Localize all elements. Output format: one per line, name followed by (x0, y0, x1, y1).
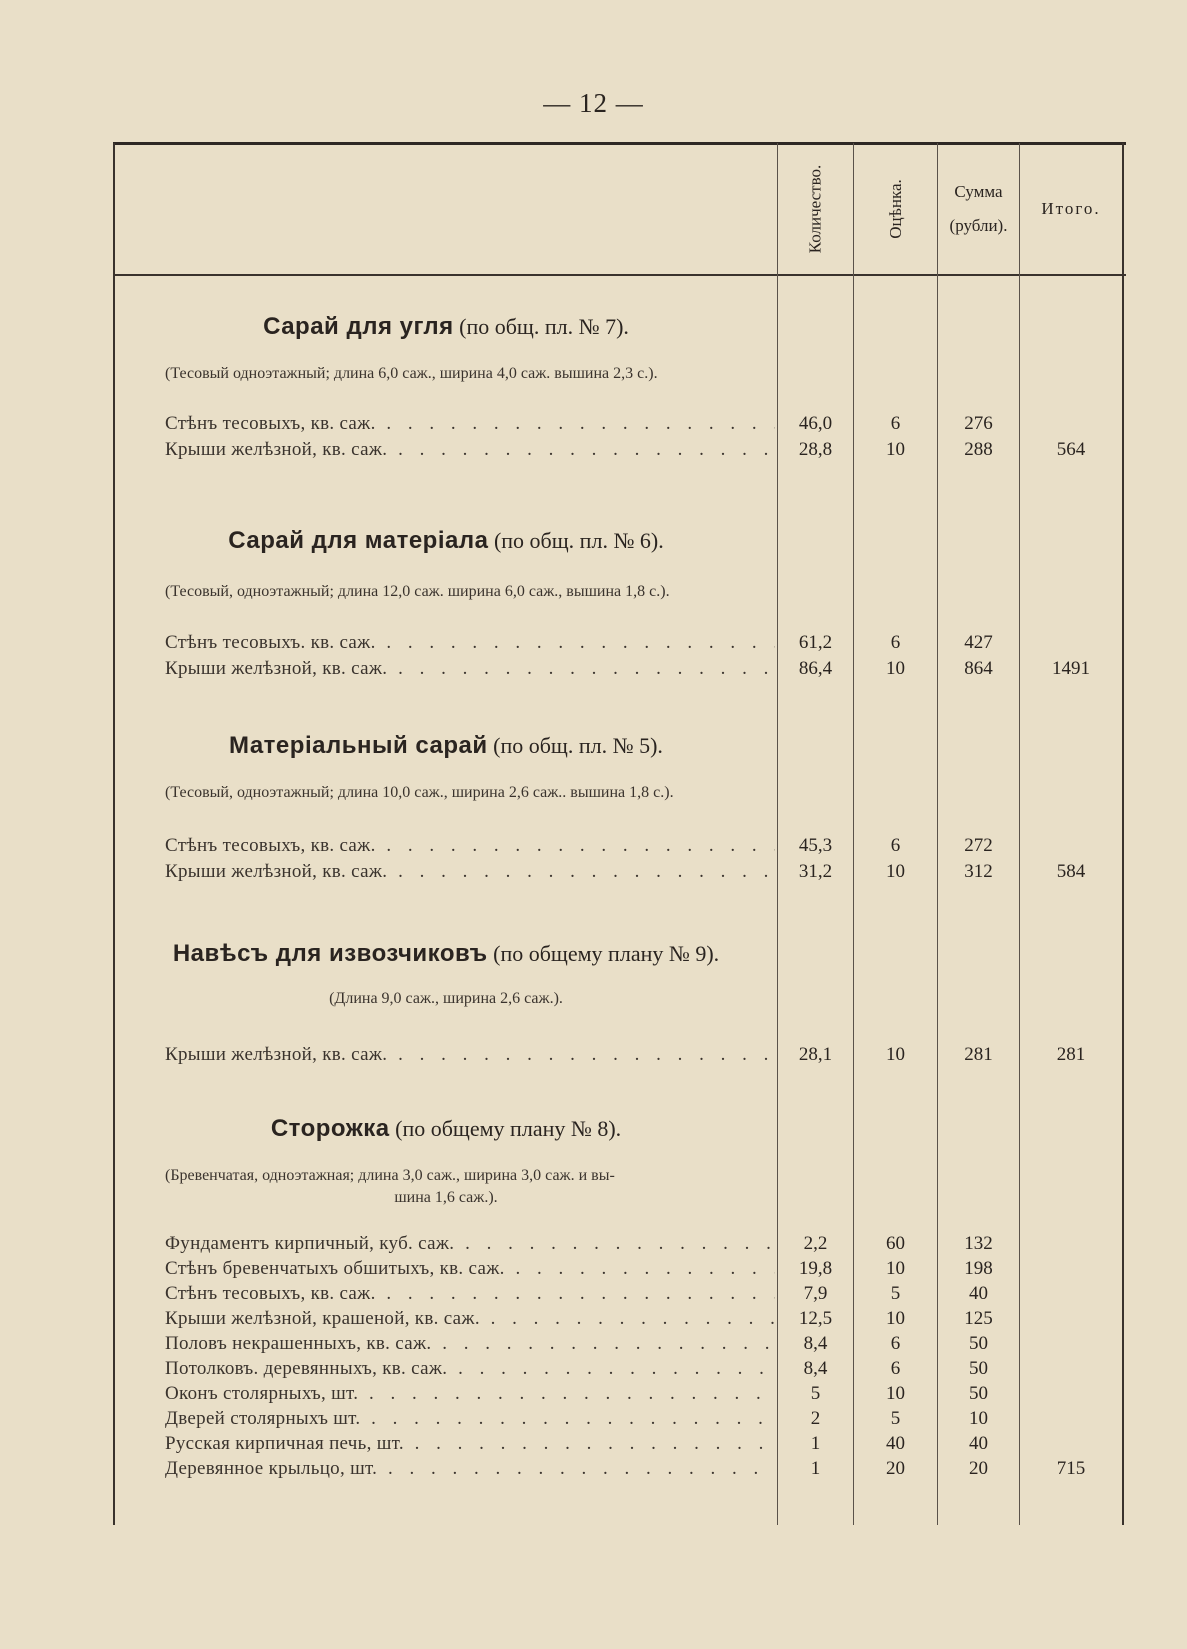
cell-label: Дверей столярныхъ шт. . . . (165, 1408, 775, 1430)
header-sum-line2: (рубли). (949, 216, 1008, 235)
cell-total: 715 (1056, 1458, 1086, 1479)
cell-qty: 7,9 (803, 1283, 828, 1304)
cell-label: Деревянное крыльцо, шт. . . . (165, 1458, 775, 1480)
cell-label: Крыши желѣзной, кв. саж. . . . (165, 861, 775, 883)
cell-sum: 312 (964, 861, 993, 882)
section-note: (Тесовый одноэтажный; длина 6,0 саж., ширина 4,0 саж. вышина 2,3 с.). (165, 365, 658, 382)
cell-rate: 6 (890, 835, 901, 856)
table-row (115, 1044, 1124, 1070)
cell-label: Стѣнъ тесовыхъ, кв. саж. . . . (165, 1283, 775, 1305)
page-number: — 12 — (543, 88, 644, 118)
section-title-ref: (по общему плану № 8). (389, 1116, 622, 1141)
cell-label: Крыши желѣзной, кв. саж. . . . (165, 439, 775, 461)
cell-sum: 50 (969, 1358, 988, 1379)
header-sum (938, 145, 1019, 273)
table-row (115, 1433, 1124, 1459)
cell-label: Крыши желѣзной, кв. саж. . . . (165, 1044, 775, 1066)
cell-qty: 86,4 (798, 658, 833, 679)
cell-total: 564 (1056, 439, 1086, 460)
cell-rate: 5 (890, 1283, 901, 1304)
cell-rate: 5 (890, 1408, 901, 1429)
section-title (115, 940, 777, 968)
cell-rate: 6 (890, 1333, 901, 1354)
cell-qty: 8,4 (803, 1333, 828, 1354)
cell-qty: 1 (810, 1433, 821, 1454)
header-sum-line1: Сумма (954, 182, 1003, 201)
cell-sum: 288 (964, 439, 993, 460)
section-note-continued: шина 1,6 саж.). (394, 1189, 498, 1206)
cell-sum: 132 (964, 1233, 993, 1254)
section-note: (Бревенчатая, одноэтажная; длина 3,0 саж., ширина 3,0 саж. и вы- (165, 1167, 615, 1184)
cell-qty: 28,1 (798, 1044, 833, 1065)
table-row (115, 1333, 1124, 1359)
cell-rate: 6 (890, 632, 901, 653)
header-vertical-label: Оцѣнка. (885, 179, 905, 239)
cell-label: Стѣнъ тесовыхъ, кв. саж. . . . (165, 835, 775, 857)
cell-total: 584 (1056, 861, 1086, 882)
header-rate (854, 145, 937, 273)
table-row (115, 413, 1124, 439)
cell-qty: 2 (810, 1408, 821, 1429)
section-title-ref: (по общ. пл. № 7). (453, 314, 629, 339)
section-note: (Тесовый, одноэтажный; длина 12,0 саж. ширина 6,0 саж., вышина 1,8 с.). (165, 583, 670, 600)
cell-rate: 10 (886, 439, 905, 460)
cell-label: Стѣнъ тесовыхъ. кв. саж. . . . (165, 632, 775, 654)
cell-qty: 45,3 (798, 835, 833, 856)
cell-rate: 10 (886, 1308, 905, 1329)
cell-label: Крыши желѣзной, кв. саж. . . . (165, 658, 775, 680)
section-title-ref: (по общему плану № 9). (487, 941, 720, 966)
cell-sum: 40 (969, 1283, 988, 1304)
table-row (115, 1358, 1124, 1384)
cell-qty: 8,4 (803, 1358, 828, 1379)
table-row (115, 835, 1124, 861)
table-row (115, 632, 1124, 658)
cell-qty: 12,5 (798, 1308, 833, 1329)
cell-label: Половъ некрашенныхъ, кв. саж. . . . (165, 1333, 775, 1355)
cell-sum: 198 (964, 1258, 993, 1279)
section-title-bold: Сарай для угля (263, 313, 454, 340)
header-vertical-label: Количество. (805, 164, 825, 254)
table-row (115, 1458, 1124, 1484)
table-row (115, 1233, 1124, 1259)
section-title-bold: Матеріальный сарай (229, 732, 488, 759)
section-title (115, 527, 777, 555)
cell-sum: 50 (969, 1383, 988, 1404)
cell-sum: 50 (969, 1333, 988, 1354)
table-header-rule (113, 274, 1126, 276)
section-title-bold: Сарай для матеріала (228, 527, 489, 554)
cell-rate: 10 (886, 1258, 905, 1279)
cell-qty: 2,2 (803, 1233, 828, 1254)
cell-rate: 40 (886, 1433, 905, 1454)
cell-rate: 6 (890, 1358, 901, 1379)
cell-rate: 10 (886, 1383, 905, 1404)
cell-label: Фундаментъ кирпичный, куб. саж. . . . (165, 1233, 775, 1255)
section-title-ref: (по общ. пл. № 6). (488, 528, 664, 553)
cell-rate: 60 (886, 1233, 905, 1254)
table-row (115, 861, 1124, 887)
cell-sum: 276 (964, 413, 993, 434)
cell-qty: 28,8 (798, 439, 833, 460)
cell-sum: 272 (964, 835, 993, 856)
section-title (115, 313, 777, 341)
cell-qty: 61,2 (798, 632, 833, 653)
table-row (115, 658, 1124, 684)
cell-rate: 10 (886, 658, 905, 679)
cell-qty: 1 (810, 1458, 821, 1479)
cell-qty: 19,8 (798, 1258, 833, 1279)
cell-rate: 20 (886, 1458, 905, 1479)
section-title-ref: (по общ. пл. № 5). (487, 733, 663, 758)
table-row (115, 1408, 1124, 1434)
table-row (115, 1283, 1124, 1309)
section-note: (Длина 9,0 саж., ширина 2,6 саж.). (329, 990, 563, 1007)
cell-total: 1491 (1052, 658, 1090, 679)
cell-sum: 281 (964, 1044, 993, 1065)
table-row (115, 1308, 1124, 1334)
cell-rate: 10 (886, 1044, 905, 1065)
header-qty (778, 145, 853, 273)
header-total: Итого. (1041, 199, 1101, 218)
cell-qty: 31,2 (798, 861, 833, 882)
cell-label: Крыши желѣзной, крашеной, кв. саж. . . . (165, 1308, 775, 1330)
section-title-bold: Навѣсъ для извозчиковъ (172, 940, 488, 967)
table-row (115, 1383, 1124, 1409)
cell-sum: 125 (964, 1308, 993, 1329)
section-title-bold: Сторожка (270, 1115, 390, 1142)
cell-sum: 864 (964, 658, 993, 679)
section-note: (Тесовый, одноэтажный; длина 10,0 саж., ширина 2,6 саж.. вышина 1,8 с.). (165, 784, 674, 801)
table-row (115, 1258, 1124, 1284)
cell-qty: 5 (810, 1383, 821, 1404)
table-row (115, 439, 1124, 465)
cell-label: Русская кирпичная печь, шт. . . . (165, 1433, 775, 1455)
cell-label: Стѣнъ бревенчатыхъ обшитыхъ, кв. саж. . . . (165, 1258, 775, 1280)
cell-total: 281 (1056, 1044, 1086, 1065)
cell-sum: 10 (969, 1408, 988, 1429)
cell-label: Оконъ столярныхъ, шт. . . . (165, 1383, 775, 1405)
cell-rate: 10 (886, 861, 905, 882)
cell-label: Стѣнъ тесовыхъ, кв. саж. . . . (165, 413, 775, 435)
cell-qty: 46,0 (798, 413, 833, 434)
cell-sum: 427 (964, 632, 993, 653)
section-title (115, 1115, 777, 1143)
cell-rate: 6 (890, 413, 901, 434)
section-title (115, 732, 777, 760)
cell-sum: 40 (969, 1433, 988, 1454)
cell-label: Потолковъ. деревянныхъ, кв. саж. . . . (165, 1358, 775, 1380)
cell-sum: 20 (969, 1458, 988, 1479)
